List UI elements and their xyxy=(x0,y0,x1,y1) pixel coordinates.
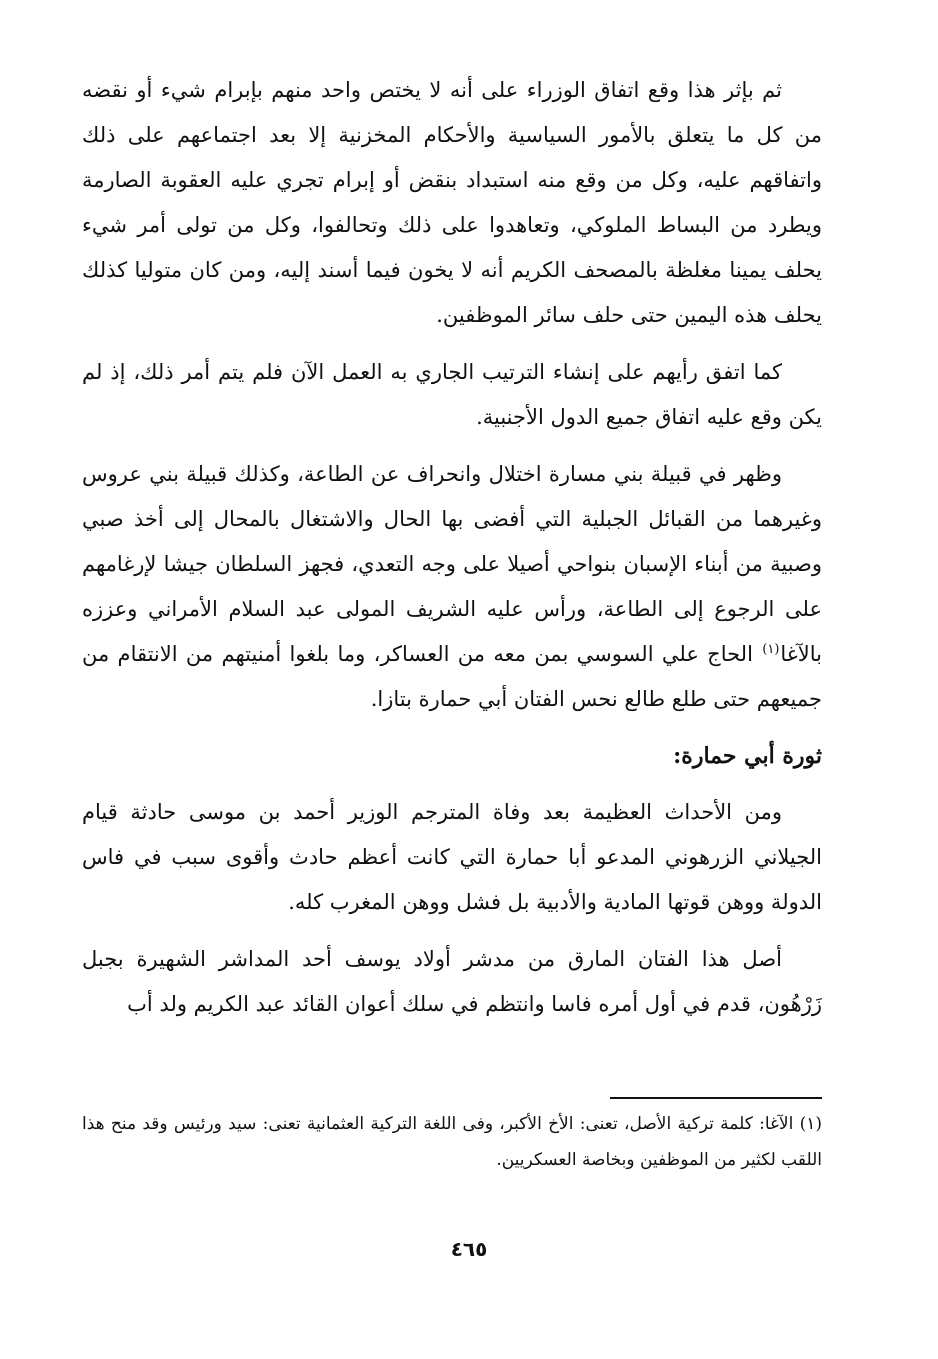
footnote-divider xyxy=(610,1097,822,1099)
paragraph-text-part: الحاج علي السوسي بمن معه من العساكر، وما بلغوا أمنيتهم من الانتقام من جميعهم حتى طلع طالع نحس الفتان أبي حمارة بتازا. xyxy=(82,642,822,711)
main-text xyxy=(82,68,822,1027)
paragraph-origin: أصل هذا الفتان المارق من مدشر أولاد يوسف أحد المداشر الشهيرة بجبل زَرْهُون، قدم في أول أمره فاسا وانتظم في سلك أعوان القائد عبد الكريم ولد أب xyxy=(82,947,822,1016)
paragraph-tribes-rebellion xyxy=(82,452,822,722)
footnote: (١) الآغا: كلمة تركية الأصل، تعنى: الأخ الأكبر، وفى اللغة التركية العثمانية تعنى: سيد ورئيس وقد منح هذا اللقب لكثير من الموظفين وبخاصة العسكريين. xyxy=(82,1114,822,1170)
paragraph-text-part: وظهر في قبيلة بني مسارة اختلال وانحراف عن الطاعة، وكذلك قبيلة بني عروس وغيرهما من القبائل الجبلية التي أفضى بها الحال والاشتغال بالمحال إلى أخذ صبي وصبية من أبناء الإسبان بنواحي أصيلا على وجه التعدي، فجهز السلطان جيشا لإرغامهم على الرجوع إلى الطاعة، ورأس عليه الشريف المولى عبد السلام الأمراني وعززه بالآغا xyxy=(82,462,822,666)
section-heading: ثورة أبي حمارة: xyxy=(673,743,822,769)
paragraph-new-arrangement: كما اتفق رأيهم على إنشاء الترتيب الجاري به العمل الآن فلم يتم أمر ذلك، إذ لم يكن وقع عليه اتفاق جميع الدول الأجنبية. xyxy=(82,360,822,429)
paragraph-ministers-agreement: ثم بإثر هذا وقع اتفاق الوزراء على أنه لا يختص واحد منهم بإبرام شيء أو نقضه من كل ما يتعلق بالأمور السياسية والأحكام المخزنية إلا بعد اجتماعهم على ذلك واتفاقهم عليه، وكل من وقع منه استبداد بنقض أو إبرام تجري عليه العقوبة الصارمة ويطرد من البساط الملوكي، وتعاهدوا على ذلك وتحالفوا، وكل من تولى أمر شيء يحلف يمينا مغلظة بالمصحف الكريم أنه لا يخون فيما أسند إليه، ومن كان متوليا كذلك يحلف هذه اليمين حتى حلف سائر الموظفين. xyxy=(82,78,822,327)
page-number: ٤٦٥ xyxy=(450,1237,488,1261)
footnote-reference: (١) xyxy=(762,642,780,657)
paragraph-great-events: ومن الأحداث العظيمة بعد وفاة المترجم الوزير أحمد بن موسى حادثة قيام الجيلاني الزرهوني المدعو أبا حمارة التي كانت أعظم حادث وأقوى سبب في فاس الدولة ووهن قوتها المادية والأدبية بل فشل ووهن المغرب كله. xyxy=(82,800,822,914)
